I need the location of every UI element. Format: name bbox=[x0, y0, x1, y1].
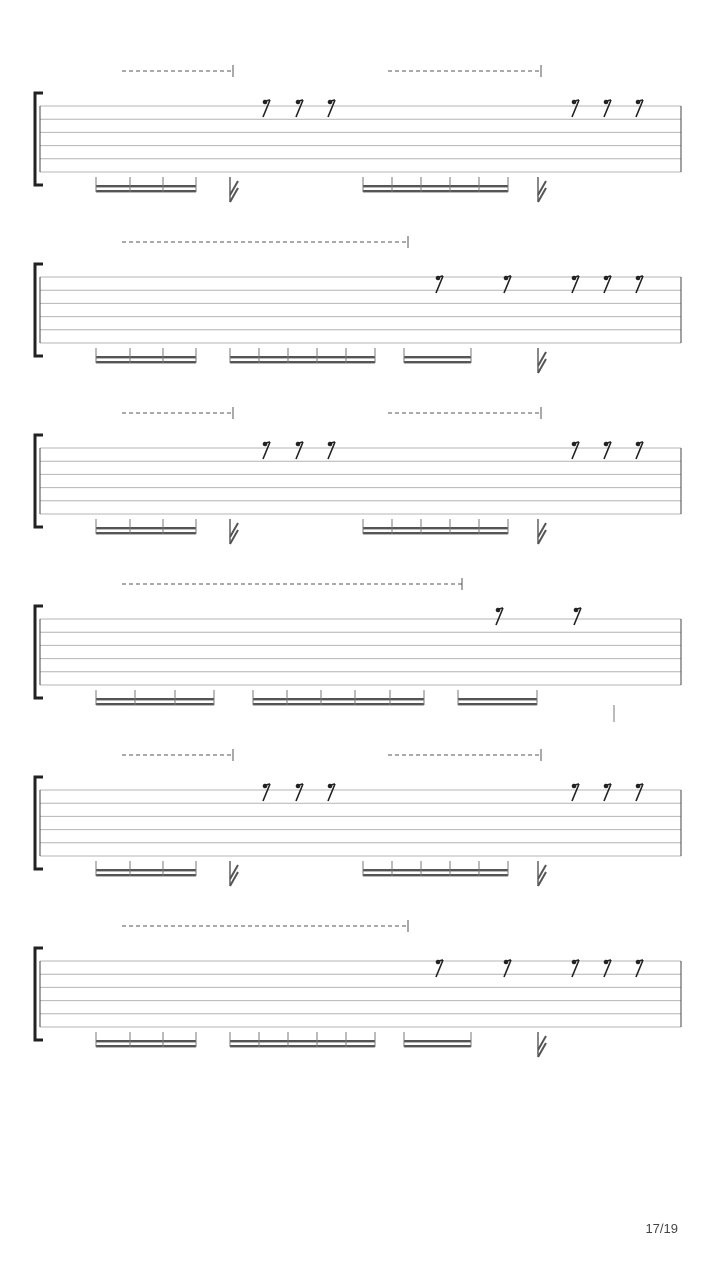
beam bbox=[363, 869, 508, 871]
system-bracket bbox=[35, 264, 43, 356]
rest-symbol-dot bbox=[636, 100, 641, 105]
rest-symbol-dot bbox=[496, 608, 501, 613]
rest-symbol-dot bbox=[436, 276, 441, 281]
beam bbox=[96, 1045, 196, 1047]
tab-system-157 bbox=[35, 65, 681, 202]
rest-symbol-dot bbox=[263, 100, 268, 105]
beam bbox=[363, 190, 508, 192]
beam bbox=[96, 698, 214, 700]
rest-symbol-dot bbox=[636, 960, 641, 965]
rest-symbol-dot bbox=[636, 442, 641, 447]
beam bbox=[96, 190, 196, 192]
beam bbox=[363, 532, 508, 534]
tab-system-161 bbox=[35, 749, 681, 886]
system-bracket bbox=[35, 948, 43, 1040]
beam bbox=[363, 874, 508, 876]
rest-symbol-dot bbox=[296, 442, 301, 447]
beam bbox=[363, 185, 508, 187]
beam bbox=[96, 185, 196, 187]
rest-symbol-dot bbox=[604, 960, 609, 965]
system-bracket bbox=[35, 606, 43, 698]
note-flag bbox=[230, 523, 238, 544]
page-number: 17/19 bbox=[645, 1221, 678, 1236]
rest-symbol-dot bbox=[263, 442, 268, 447]
rest-symbol-dot bbox=[572, 960, 577, 965]
beam bbox=[230, 1040, 375, 1042]
note-flag bbox=[538, 865, 546, 886]
system-bracket bbox=[35, 93, 43, 185]
rest-symbol-dot bbox=[572, 100, 577, 105]
rest-symbol-dot bbox=[604, 100, 609, 105]
rest-symbol-dot bbox=[296, 100, 301, 105]
note-flag bbox=[230, 865, 238, 886]
rest-symbol-dot bbox=[636, 276, 641, 281]
rest-symbol-dot bbox=[436, 960, 441, 965]
note-flag bbox=[538, 1036, 546, 1057]
note-flag bbox=[538, 352, 546, 373]
rest-symbol-dot bbox=[572, 276, 577, 281]
tab-system-159 bbox=[35, 407, 681, 544]
tab-system-160 bbox=[35, 578, 681, 722]
note-flag bbox=[538, 523, 546, 544]
beam bbox=[96, 532, 196, 534]
rest-symbol-dot bbox=[636, 784, 641, 789]
beam bbox=[230, 361, 375, 363]
system-bracket bbox=[35, 777, 43, 869]
system-bracket bbox=[35, 435, 43, 527]
beam bbox=[96, 703, 214, 705]
rest-symbol-dot bbox=[572, 442, 577, 447]
beam bbox=[404, 1045, 471, 1047]
beam bbox=[96, 1040, 196, 1042]
beam bbox=[253, 698, 424, 700]
beam bbox=[363, 527, 508, 529]
beam bbox=[96, 527, 196, 529]
beam bbox=[96, 361, 196, 363]
rest-symbol-dot bbox=[504, 960, 509, 965]
beam bbox=[230, 356, 375, 358]
beam bbox=[253, 703, 424, 705]
beam bbox=[458, 698, 537, 700]
note-flag bbox=[538, 181, 546, 202]
beam bbox=[404, 1040, 471, 1042]
beam bbox=[96, 874, 196, 876]
beam bbox=[230, 1045, 375, 1047]
rest-symbol-dot bbox=[328, 442, 333, 447]
beam bbox=[404, 356, 471, 358]
rest-symbol-dot bbox=[604, 442, 609, 447]
rest-symbol-dot bbox=[504, 276, 509, 281]
beam bbox=[458, 703, 537, 705]
beam bbox=[96, 356, 196, 358]
tab-system-162 bbox=[35, 920, 681, 1057]
tab-system-158 bbox=[35, 236, 681, 373]
rest-symbol-dot bbox=[263, 784, 268, 789]
rest-symbol-dot bbox=[574, 608, 579, 613]
rest-symbol-dot bbox=[328, 784, 333, 789]
beam bbox=[96, 869, 196, 871]
rest-symbol-dot bbox=[604, 784, 609, 789]
rest-symbol-dot bbox=[604, 276, 609, 281]
rest-symbol-dot bbox=[572, 784, 577, 789]
note-flag bbox=[230, 181, 238, 202]
rest-symbol-dot bbox=[296, 784, 301, 789]
rest-symbol-dot bbox=[328, 100, 333, 105]
beam bbox=[404, 361, 471, 363]
